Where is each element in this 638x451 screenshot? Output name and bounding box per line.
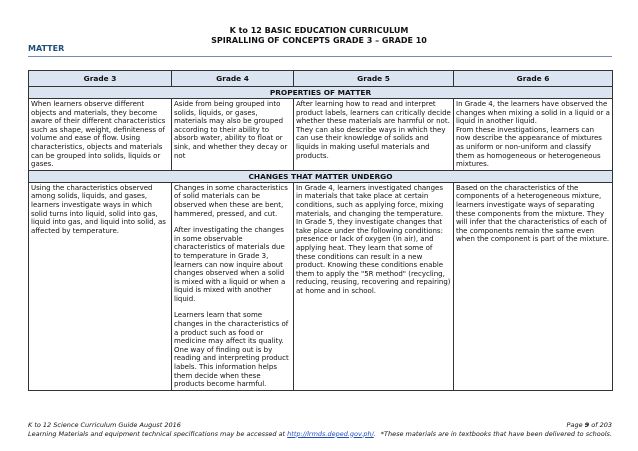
footer-note-suffix: . (373, 429, 376, 438)
document-title-line2: SPIRALLING OF CONCEPTS GRADE 3 – GRADE 10 (211, 36, 427, 45)
section-title-changes: CHANGES THAT MATTER UNDERGO (29, 170, 613, 182)
column-header-grade6: Grade 6 (454, 71, 613, 87)
cell-text: Using the characteristics observed among solids, liquids, and gases, learners investigate ways in which solid turns into liquid, solid into gas, liquid into gas, and liquid into solid, as affected by temperature. (31, 183, 166, 235)
lrmds-link[interactable]: http://lrmds.deped.gov.ph/ (287, 429, 374, 438)
cell-properties-grade5 (294, 99, 454, 171)
cell-changes-grade3 (29, 182, 172, 390)
section-title-row (29, 170, 613, 182)
cell-changes-grade5 (294, 182, 454, 390)
cell-properties-grade4 (172, 99, 294, 171)
cell-text: When learners observe different objects and materials, they become aware of their different characteristics such as shape, weight, definiteness of volume and ease of flow. Using characteristics, objects and materials can be grouped into solids, liquids or gases. (31, 100, 166, 169)
cell-properties-grade3 (29, 99, 172, 171)
section-heading: MATTER (28, 44, 65, 53)
cell-text: In Grade 4, learners investigated changes in materials that take place at certain conditions, such as applying force, mixing materials, and changing the temperature. In Grade 5, they investigate changes that take place under the following conditions: presence or lack of oxygen (in air), and applying heat. They learn that some of these conditions can result in a new product. Knowing these conditions enable them to apply the "5R method" (recycling, reducing, reusing, recovering and repairing) at home and in school. (296, 183, 451, 295)
footer-note-prefix: Learning Materials and equipment technical specifications may be accessed at (28, 429, 288, 438)
curriculum-table (28, 70, 613, 391)
section-title-row (29, 87, 613, 99)
page-prefix: Page (566, 421, 585, 429)
cell-text: In Grade 4, the learners have observed the changes when mixing a solid in a liquid or a liquid in another liquid. (456, 100, 610, 126)
section-title-properties: PROPERTIES OF MATTER (29, 87, 613, 99)
column-header-grade5: Grade 5 (294, 71, 454, 87)
page-suffix: of 203 (589, 421, 612, 429)
cell-text: Learners learn that some changes in the characteristics of a product such as food or medicine may affect its quality. One way of finding out is by reading and interpreting product labels. This information helps them decide when these products become harmful. (174, 311, 289, 389)
page-number: 9 (584, 421, 590, 429)
textbook-note: *These materials are in textbooks that have been delivered to schools. (380, 429, 612, 438)
table-row (29, 99, 613, 171)
cell-text: After investigating the changes in some observable characteristics of materials due to temperature in Grade 3, learners can now inquire about changes observed when a solid is mixed with a liquid or when a liquid is mixed with another liquid. (174, 226, 286, 303)
footer-right (381, 421, 612, 438)
header-rule (28, 56, 612, 57)
footer-note (28, 430, 376, 439)
footer-left (28, 421, 376, 438)
cell-text: From these investigations, learners can now describe the appearance of mixtures as uniform or non-uniform and classify them as homogeneous or heterogeneous mixtures. (456, 125, 602, 169)
page-indicator (381, 421, 612, 430)
table-row (29, 182, 613, 390)
column-header-row (29, 71, 613, 87)
cell-changes-grade4 (172, 182, 294, 390)
column-header-grade4: Grade 4 (172, 71, 294, 87)
column-header-grade3: Grade 3 (29, 71, 172, 87)
cell-changes-grade6 (454, 182, 613, 390)
footer-guide-text: K to 12 Science Curriculum Guide August 2016 (28, 421, 181, 429)
document-title-line1: K to 12 BASIC EDUCATION CURRICULUM (229, 26, 409, 35)
cell-text: After learning how to read and interpret product labels, learners can critically decide whether these materials are harmful or not. They can also describe ways in which they can use their knowledge of solids and liquids in making useful materials and products. (296, 100, 451, 160)
cell-text: Aside from being grouped into solids, liquids, or gases, materials may also be grouped according to their ability to absorb water, ability to float or sink, and whether they decay or not (174, 100, 288, 160)
cell-text: Changes in some characteristics of solid materials can be observed when these are bent, hammered, pressed, and cut. (174, 183, 288, 218)
cell-properties-grade6 (454, 99, 613, 171)
cell-text: Based on the characteristics of the components of a heterogeneous mixture, learners investigate ways of separating these components from the mixture. They will infer that the characteristics of each of the components remain the same even when the component is part of the mixture. (456, 183, 610, 244)
